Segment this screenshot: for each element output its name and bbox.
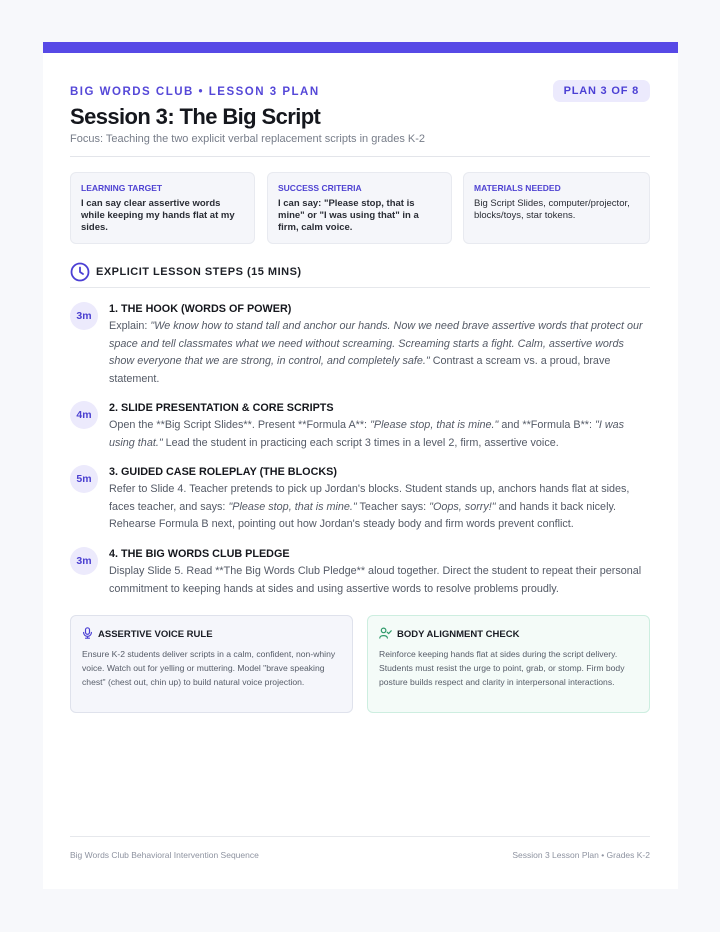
card-text: I can say clear assertive words while keeping my hands flat at my sides. bbox=[81, 198, 235, 233]
steps-title: EXPLICIT LESSON STEPS (15 MINS) bbox=[96, 266, 302, 278]
plan-badge: PLAN 3 OF 8 bbox=[553, 80, 650, 102]
card-label: LEARNING TARGET bbox=[81, 183, 163, 193]
focus-line: Focus: Teaching the two explicit verbal replacement scripts in grades K-2 bbox=[70, 133, 426, 145]
step-text: Explain: "We know how to stand tall and anchor our hands. Now we need brave assertive words that protect our space and tell classmates what we need without screaming. Screaming starts a fight. Calm, assertive words show everyone that we are strong, in control, and completely safe." Contrast a scream vs. a proud, brave statement. bbox=[109, 320, 643, 385]
microphone-icon bbox=[82, 627, 93, 639]
step-text: Display Slide 5. Read **The Big Words Club Pledge** aloud together. Direct the student to repeat their personal commitment to keeping hands at sides and using assertive words to resolve problems proudly. bbox=[109, 565, 642, 595]
assertive-voice-rule-box bbox=[70, 615, 353, 713]
step-text: Refer to Slide 4. Teacher pretends to pick up Jordan's blocks. Student stands up, anchors hands flat at sides, faces teacher, and says: "Please stop, that is mine." Teacher says: "Oops, sorry!" and hands it back nicely. Rehearse Formula B next, pointing out how Jordan's steady body and firm words prevent conflict. bbox=[109, 483, 630, 530]
step-duration-badge: 3m bbox=[70, 302, 98, 330]
clock-icon bbox=[70, 262, 90, 282]
eyebrow-label: BIG WORDS CLUB • LESSON 3 PLAN bbox=[70, 86, 320, 98]
body-alignment-check-box bbox=[367, 615, 650, 713]
step-title: 2. SLIDE PRESENTATION & CORE SCRIPTS bbox=[109, 402, 334, 414]
footer-left: Big Words Club Behavioral Intervention Sequence bbox=[70, 850, 259, 860]
box-heading: ASSERTIVE VOICE RULE bbox=[82, 627, 341, 640]
box-text: Ensure K-2 students deliver scripts in a calm, confident, non-whiny voice. Watch out for yelling or muttering. Model "brave speaking chest" (chest out, chin up) to build natural voice projection. bbox=[82, 649, 336, 687]
success-criteria-card bbox=[267, 172, 452, 244]
accent-bar bbox=[43, 42, 678, 53]
card-text: I can say: "Please stop, that is mine" or "I was using that" in a firm, calm voice. bbox=[278, 198, 419, 233]
divider bbox=[70, 287, 650, 288]
step-duration-badge: 5m bbox=[70, 465, 98, 493]
page-title: Session 3: The Big Script bbox=[70, 104, 321, 129]
footer-right: Session 3 Lesson Plan • Grades K-2 bbox=[512, 850, 650, 860]
card-label: MATERIALS NEEDED bbox=[474, 183, 561, 193]
divider bbox=[70, 156, 650, 157]
step-title: 4. THE BIG WORDS CLUB PLEDGE bbox=[109, 548, 290, 560]
step-title: 3. GUIDED CASE ROLEPLAY (THE BLOCKS) bbox=[109, 466, 337, 478]
card-text: Big Script Slides, computer/projector, blocks/toys, star tokens. bbox=[474, 198, 630, 221]
step-duration-badge: 4m bbox=[70, 401, 98, 429]
person-check-icon bbox=[379, 627, 392, 639]
step-text: Open the **Big Script Slides**. Present **Formula A**: "Please stop, that is mine." and **Formula B**: "I was using that." Lead the student in practicing each script 3 times in a level 2, firm, assertive voice. bbox=[109, 419, 625, 449]
lesson-plan-page bbox=[43, 42, 678, 889]
box-text: Reinforce keeping hands flat at sides during the script delivery. Students must resist the urge to point, grab, or stomp. Firm body posture builds respect and clarity in interpersonal interactions. bbox=[379, 649, 625, 687]
learning-target-card bbox=[70, 172, 255, 244]
materials-card bbox=[463, 172, 650, 244]
step-title: 1. THE HOOK (WORDS OF POWER) bbox=[109, 303, 292, 315]
card-label: SUCCESS CRITERIA bbox=[278, 183, 362, 193]
step-duration-badge: 3m bbox=[70, 547, 98, 575]
steps-header bbox=[70, 262, 650, 286]
box-heading: BODY ALIGNMENT CHECK bbox=[379, 627, 638, 640]
divider bbox=[70, 836, 650, 837]
